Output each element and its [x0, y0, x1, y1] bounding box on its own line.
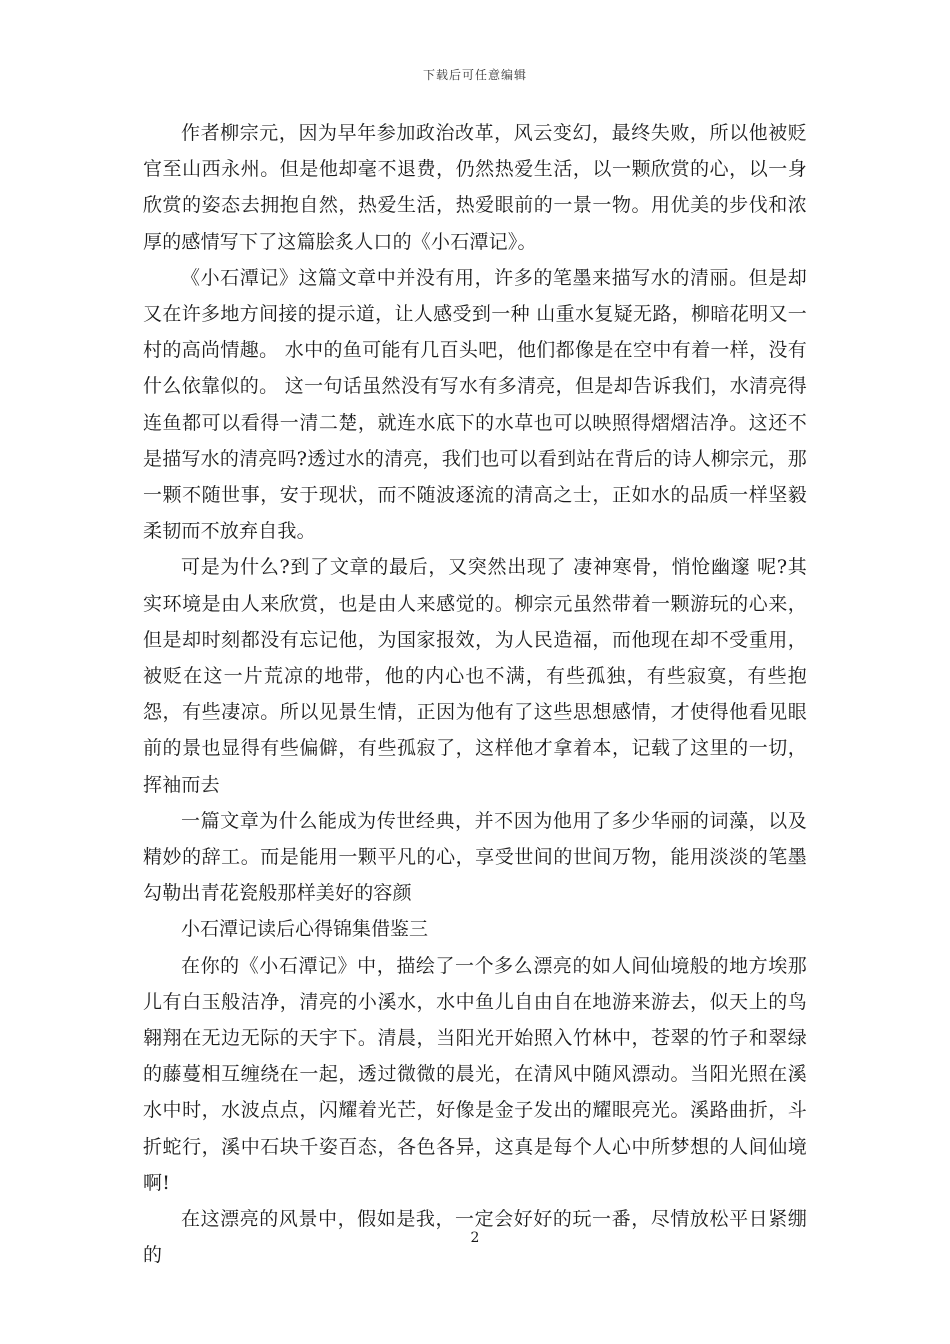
section-heading: 小石潭记读后心得锦集借鉴三 [181, 918, 429, 941]
page-header-note: 下载后可任意编辑 [422, 68, 527, 82]
paragraph-classic-reason: 一篇文章为什么能成为传世经典，并不因为他用了多少华丽的词藻，以及精妙的辞工。而是能用一颗平凡的心，享受世间的世间万物，能用淡淡的笔墨勾勒出青花瓷般那样美好的容颜 [143, 809, 807, 905]
paragraph-author-background: 作者柳宗元，因为早年参加政治改革，风云变幻，最终失败，所以他被贬官至山西永州。但是他却毫不退费，仍然热爱生活，以一颗欣赏的心，以一身欣赏的姿态去拥抱自然，热爱生活，热爱眼前的一景一物。用优美的步伐和浓厚的感情写下了这篇脍炙人口的《小石潭记》。 [143, 122, 807, 253]
page-number: 2 [470, 1230, 480, 1246]
paragraph-ending-mood: 可是为什么?到了文章的最后，又突然出现了 凄神寒骨，悄怆幽邃 呢?其实环境是由人来欣赏，也是由人来感觉的。柳宗元虽然带着一颗游玩的心来，但是却时刻都没有忘记他，为国家报效，为人民造福，而他现在却不受重用，被贬在这一片荒凉的地带，他的内心也不满，有些孤独，有些寂寞，有些抱怨，有些凄凉。所以见景生情，正因为他有了这些思想感情，才使得他看见眼前的景也显得有些偏僻，有些孤寂了，这样他才拿着本，记载了这里的一切，挥袖而去 [143, 556, 807, 796]
paragraph-scenery: 在你的《小石潭记》中，描绘了一个多么漂亮的如人间仙境般的地方埃那儿有白玉般洁净，清亮的小溪水，水中鱼儿自由自在地游来游去，似天上的鸟翱翔在无边无际的天宇下。清晨，当阳光开始照入竹林中，苍翠的竹子和翠绿的藤蔓相互缠绕在一起，透过微微的晨光，在清风中随风漂动。当阳光照在溪水中时，水波点点，闪耀着光芒，好像是金子发出的耀眼亮光。溪路曲折，斗折蛇行，溪中石块千姿百态，各色各异，这真是每个人心中所梦想的人间仙境啊! [143, 954, 807, 1194]
document-body [143, 115, 807, 1274]
paragraph-if-it-were-me: 在这漂亮的风景中，假如是我，一定会好好的玩一番，尽情放松平日紧绷的 [143, 1208, 807, 1267]
paragraph-water-clarity: 《小石潭记》这篇文章中并没有用，许多的笔墨来描写水的清丽。但是却又在许多地方间接的提示道，让人感受到一种 山重水复疑无路，柳暗花明又一村的高尚情趣。 水中的鱼可能有几百头吧，他们都像是在空中有着一样，没有什么依靠似的。 这一句话虽然没有写水有多清亮，但是却告诉我们，水清亮得连鱼都可以看得一清二楚，就连水底下的水草也可以映照得熠熠洁净。这还不是描写水的清亮吗?透过水的清亮，我们也可以看到站在背后的诗人柳宗元，那一颗不随世事，安于现状，而不随波逐流的清高之士，正如水的品质一样坚毅柔韧而不放弃自我。 [143, 266, 807, 543]
